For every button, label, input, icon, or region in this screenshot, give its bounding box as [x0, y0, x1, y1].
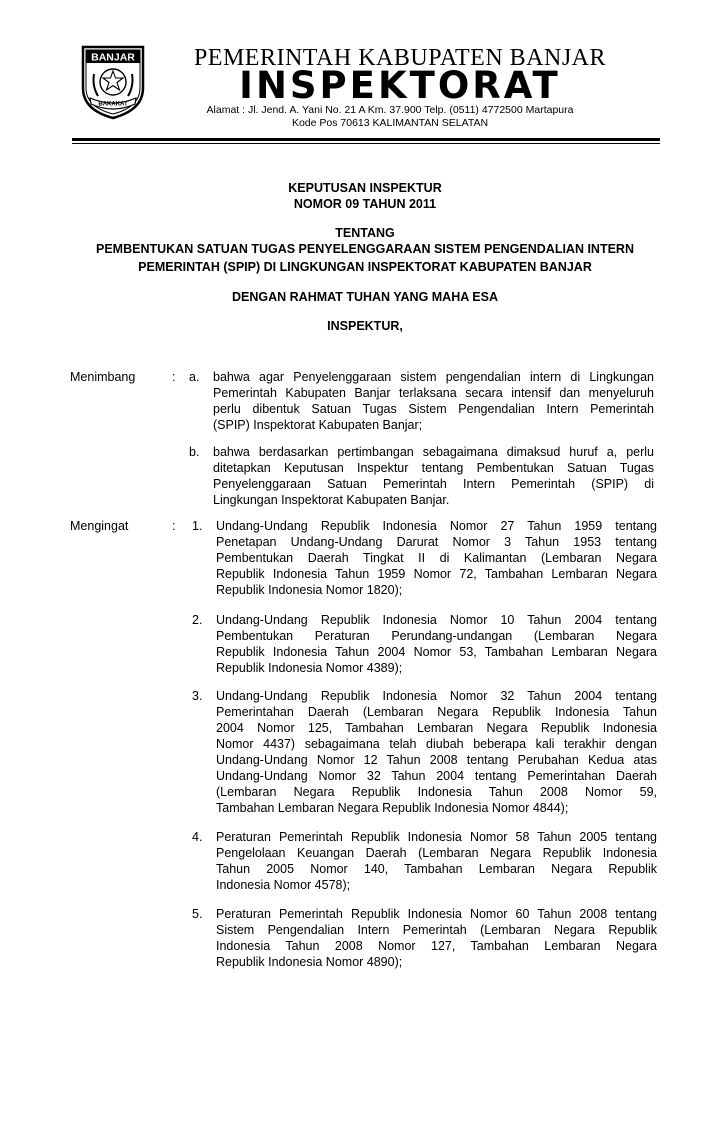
text-line: Nomor 4437) sebagaimana telah diubah beberapa kali terakhir dengan [216, 737, 657, 751]
text-line: ditetapkan Keputusan Inspektur tentang Pembentukan Satuan Tugas [213, 461, 654, 475]
text-line: Republik Indonesia Nomor 1820); [216, 583, 403, 597]
text-line: Pembentukan Daerah Tingkat II di Kalimantan (Lembaran Negara [216, 551, 657, 565]
letterhead-rule-thick [72, 138, 660, 141]
text-line: Republik Indonesia Tahun 2004 Nomor 53, Tambahan Lembaran Negara [216, 645, 657, 659]
logo-text: BANJAR [91, 51, 135, 64]
regency-emblem-logo [80, 44, 146, 120]
text-line: Pembentukan Peraturan Perundang-undangan (Lembaran Negara [216, 629, 657, 643]
item-marker: 5. [192, 907, 203, 921]
agency-name: INSPEKTORAT [239, 64, 561, 107]
item-text [216, 612, 657, 676]
text-line: perlu dibentuk Satuan Tugas Sistem Pengendalian Intern Pemerintah [213, 402, 654, 416]
text-line: bahwa berdasarkan pertimbangan sebagaimana dimaksud huruf a, perlu [213, 445, 654, 459]
decree-about: TENTANG [335, 226, 395, 240]
text-line: Tahun 2005 Nomor 140, Tambahan Lembaran Negara Republik [216, 862, 657, 876]
text-line: Indonesia Nomor 4578); [216, 878, 351, 892]
text-line: Peraturan Pemerintah Republik Indonesia Nomor 58 Tahun 2005 tentang [216, 830, 657, 844]
item-marker: 2. [192, 613, 203, 627]
text-line: Undang-Undang Nomor 32 Tahun 2004 tentang Pemerintahan Daerah [216, 769, 657, 783]
text-line: 2004 Nomor 125, Tambahan Lembaran Negara Republik Indonesia [216, 721, 657, 735]
text-line: (Lembaran Negara Republik Indonesia Tahun 2008 Nomor 59, [216, 785, 657, 799]
text-line: Republik Indonesia Tahun 1959 Nomor 72, Tambahan Lembaran Negara [216, 567, 657, 581]
decree-title: KEPUTUSAN INSPEKTUR [288, 181, 442, 195]
text-line: Lingkungan Inspektorat Kabupaten Banjar. [213, 493, 450, 507]
text-line: Pengelolaan Keuangan Daerah (Lembaran Negara Republik Indonesia [216, 846, 657, 860]
item-marker: 1. [192, 519, 203, 533]
considering-label: Menimbang [70, 370, 136, 384]
decree-subject-line-1: PEMBENTUKAN SATUAN TUGAS PENYELENGGARAAN SISTEM PENGENDALIAN INTERN [96, 242, 634, 256]
item-text [216, 688, 657, 816]
text-line: Undang-Undang Republik Indonesia Nomor 10 Tahun 2004 tentang [216, 613, 657, 627]
text-line: Undang-Undang Republik Indonesia Nomor 32 Tahun 2004 tentang [216, 689, 657, 703]
logo-ribbon-text: BAKAKAT [98, 101, 128, 108]
text-line: Peraturan Pemerintah Republik Indonesia Nomor 60 Tahun 2008 tentang [216, 907, 657, 921]
text-line: Penyelenggaraan Satuan Pemerintah Intern Pemerintah (SPIP) di [213, 477, 654, 491]
blessing-phrase: DENGAN RAHMAT TUHAN YANG MAHA ESA [232, 290, 498, 304]
considering-colon: : [172, 370, 176, 384]
recalling-label: Mengingat [70, 519, 129, 533]
text-line: Undang-Undang Nomor 12 Tahun 2008 tentang Perubahan Kedua atas [216, 753, 657, 767]
item-text [216, 906, 657, 970]
text-line: Republik Indonesia Nomor 4389); [216, 661, 403, 675]
text-line: bahwa agar Penyelenggaraan sistem pengendalian intern di Lingkungan [213, 370, 654, 384]
item-text [213, 369, 654, 433]
item-text [216, 518, 657, 598]
item-marker: 3. [192, 689, 203, 703]
text-line: Indonesia Tahun 2008 Nomor 127, Tambahan Lembaran Negara [216, 939, 657, 953]
item-text [213, 444, 654, 508]
recalling-colon: : [172, 519, 176, 533]
address-line-1: Alamat : Jl. Jend. A. Yani No. 21 A Km. 37.900 Telp. (0511) 4772500 Martapura [206, 104, 574, 116]
text-line: Sistem Pengendalian Intern Pemerintah (Lembaran Negara Republik [216, 923, 657, 937]
text-line: Tambahan Lembaran Negara Republik Indonesia Nomor 4844); [216, 801, 569, 815]
text-line: (SPIP) Inspektorat Kabupaten Banjar; [213, 418, 423, 432]
government-name: PEMERINTAH KABUPATEN BANJAR [193, 45, 607, 71]
item-text [216, 829, 657, 893]
official-title: INSPEKTUR, [327, 319, 403, 333]
text-line: Undang-Undang Republik Indonesia Nomor 27 Tahun 1959 tentang [216, 519, 657, 533]
item-marker: 4. [192, 830, 203, 844]
text-line: Penetapan Undang-Undang Darurat Nomor 3 Tahun 1953 tentang [216, 535, 657, 549]
decree-number: NOMOR 09 TAHUN 2011 [293, 197, 437, 211]
item-marker: a. [189, 370, 200, 384]
address-line-2: Kode Pos 70613 KALIMANTAN SELATAN [291, 117, 489, 129]
decree-subject-line-2: PEMERINTAH (SPIP) DI LINGKUNGAN INSPEKTORAT KABUPATEN BANJAR [138, 260, 592, 274]
item-marker: b. [189, 445, 200, 459]
letterhead-rule-thin [72, 143, 660, 144]
text-line: Pemerintah Kabupaten Banjar terlaksana secara intensif dan menyeluruh [213, 386, 654, 400]
text-line: Republik Indonesia Nomor 4890); [216, 955, 403, 969]
text-line: Pemerintahan Daerah (Lembaran Negara Republik Indonesia Tahun [216, 705, 657, 719]
